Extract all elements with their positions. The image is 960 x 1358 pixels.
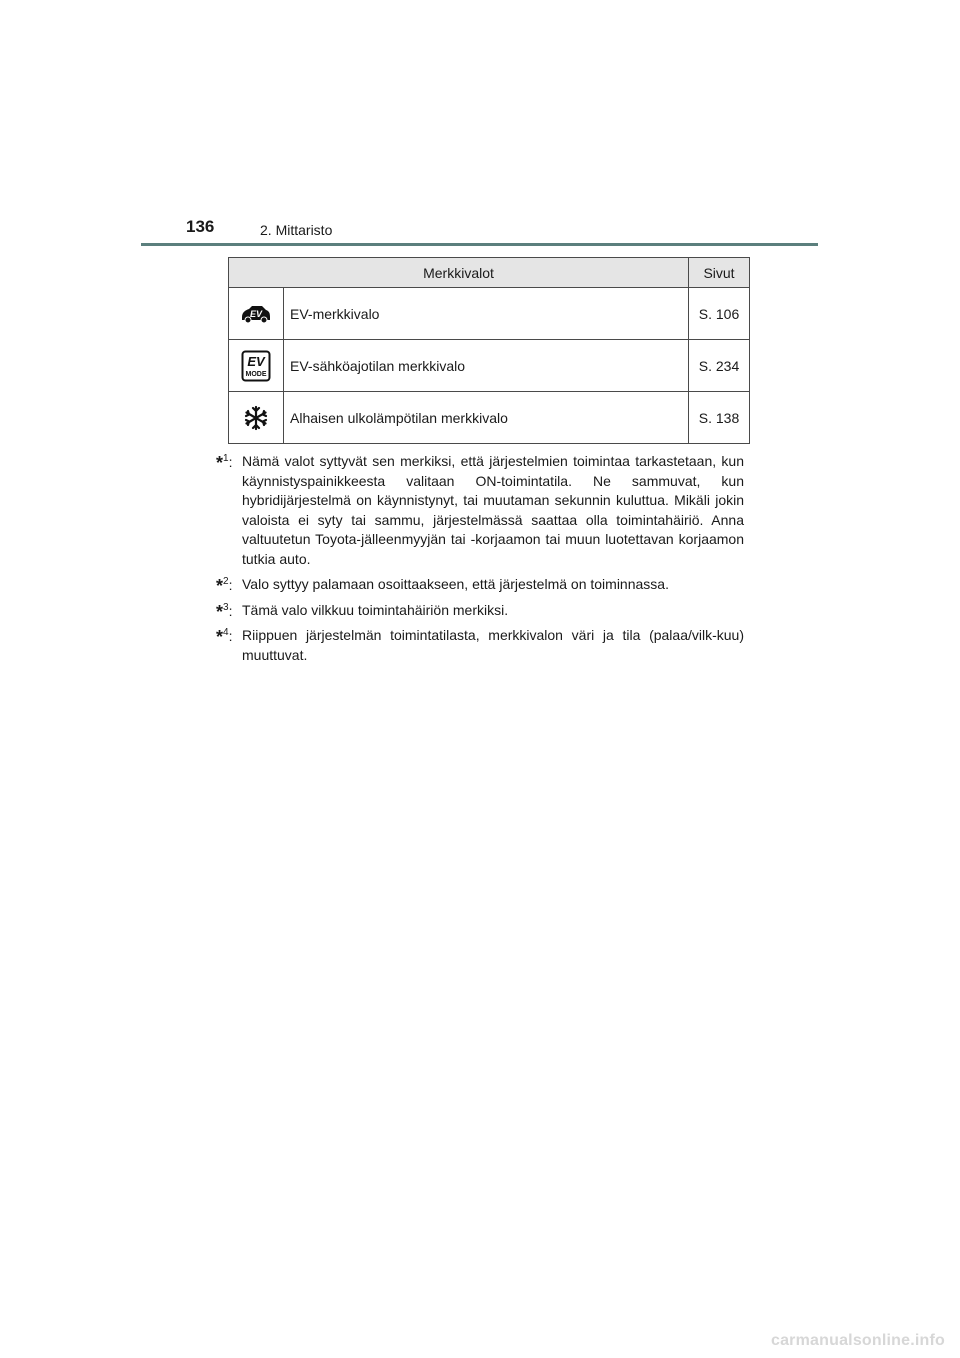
footnote-text: Tämä valo vilkkuu toimintahäiriön merkiksi. (242, 601, 509, 618)
footnotes (216, 452, 744, 671)
indicator-name: EV-merkkivalo (284, 288, 689, 340)
footnote: *$^2$: Valo syttyy palamaan osoittaakseen, että järjestelmä on toiminnassa. (216, 575, 744, 595)
snowflake-icon (243, 405, 269, 431)
footnote-asterisk: * (216, 627, 224, 647)
indicator-name: Alhaisen ulkolämpötilan merkkivalo (284, 392, 689, 444)
indicator-table (228, 257, 750, 444)
footnote-number: 2 (223, 576, 229, 587)
footnote: *$^4$: Riippuen järjestelmän toimintatilasta, merkkivalon väri ja tila (palaa/vilk-kuu) muuttuvat. (216, 626, 744, 665)
ev-icon-label: EV (249, 308, 263, 319)
ev-mode-icon-label: EV (247, 353, 265, 369)
footnote-text: Valo syttyy palamaan osoittaakseen, että järjestelmä on toiminnassa. (242, 576, 669, 592)
footnote: *$^3$: Tämä valo vilkkuu toimintahäiriön merkiksi. (216, 601, 744, 621)
footnote-asterisk: * (216, 576, 224, 596)
page-reference: S. 234 (689, 340, 750, 392)
footnote-number: 4 (223, 627, 229, 638)
footnote: *$^1$: Nämä valot syttyvät sen merkiksi, että järjestelmien toimintaa tarkastetaan, kun käynnistyspainikkeesta valitaan ON-toimintatila. Ne sammuvat, kun hybridijärjestelmä on käynnistynyt, tai muutaman sekunnin kuluttua. Mikäli jokin valoista ei syty tai sammu, järjestelmässä saattaa olla toimintahäiriö. Anna valtuutetun Toyota-jälleenmyyjän tai -korjaamon tai muun luotettavan korjaamon tutkia auto. (216, 452, 744, 569)
footnote-number: 3 (223, 601, 229, 613)
page-reference: S. 106 (689, 288, 750, 340)
table-row (229, 288, 750, 340)
footnote-asterisk: * (216, 453, 224, 473)
ev-mode-indicator-icon (241, 350, 271, 382)
footnote-text: Riippuen järjestelmän toimintatilasta, merkkivalon väri ja tila (palaa/vilk-kuu) muuttuvat. (242, 627, 744, 663)
table-row (229, 340, 750, 392)
table-header-row (229, 258, 750, 288)
ev-mode-icon-sublabel: MODE (245, 370, 267, 378)
section-title: 2. Mittaristo (260, 222, 333, 238)
indicator-name: EV-sähköajotilan merkkivalo (284, 340, 689, 392)
page-number: 136 (186, 217, 215, 236)
footnote-number: 1 (223, 453, 229, 464)
column-header-pages: Sivut (689, 258, 750, 288)
watermark: carmanualsonline.info (770, 1332, 945, 1349)
header-rule (141, 243, 818, 246)
page-reference: S. 138 (689, 392, 750, 444)
table-row (229, 392, 750, 444)
footnote-asterisk: * (216, 601, 224, 622)
ev-indicator-icon (240, 303, 272, 325)
column-header-indicators: Merkkivalot (229, 258, 689, 288)
footnote-text: Nämä valot syttyvät sen merkiksi, että järjestelmien toimintaa tarkastetaan, kun käynnistyspainikkeesta valitaan ON-toimintatila. Ne sammuvat, kun hybridijärjestelmä on käynnistynyt, tai muutaman sekunnin kuluttua. Mikäli jokin valoista ei syty tai sammu, järjestelmässä saattaa olla toimintahäiriö. Anna valtuutetun Toyota-jälleenmyyjän tai -korjaamon tai muun luotettavan korjaamon tutkia auto. (242, 453, 744, 567)
